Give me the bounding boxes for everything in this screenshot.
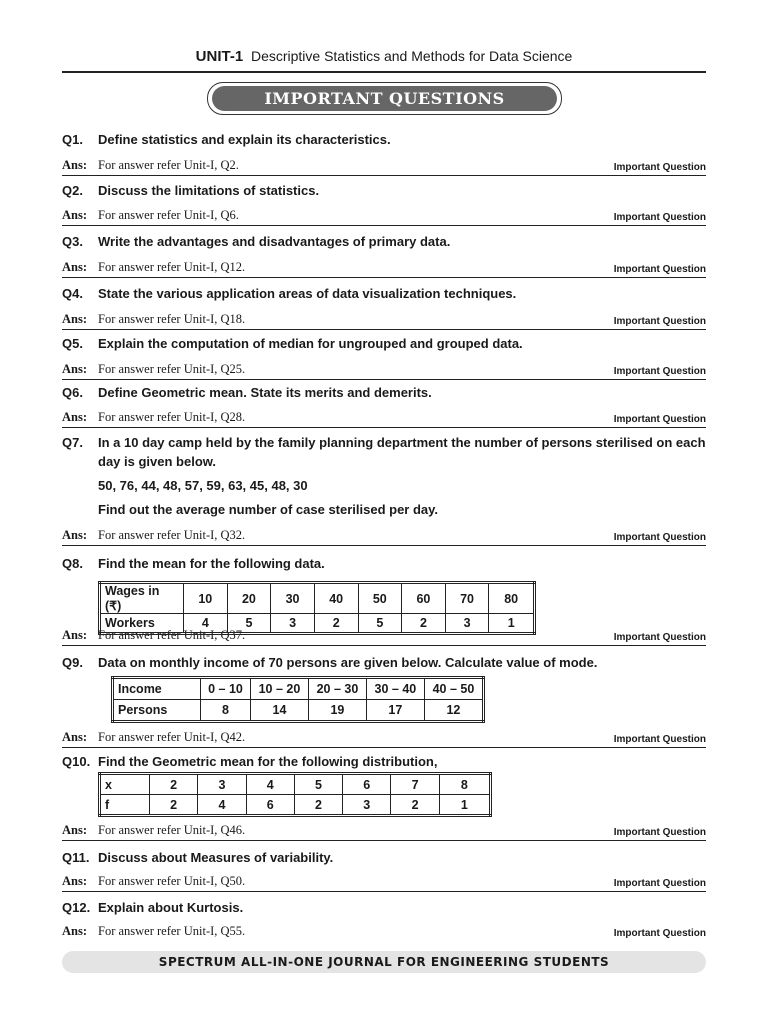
answer-reference: For answer refer Unit-I, Q25. bbox=[98, 362, 246, 376]
table-cell: 2 bbox=[314, 614, 358, 634]
table-cell: Workers bbox=[100, 614, 184, 634]
question-11 bbox=[62, 848, 706, 874]
important-tag: Important Question bbox=[613, 414, 706, 425]
table-row bbox=[100, 583, 535, 614]
table-cell: 3 bbox=[445, 614, 489, 634]
important-tag: Important Question bbox=[613, 632, 706, 643]
table-row bbox=[113, 678, 484, 700]
answer-reference: For answer refer Unit-I, Q37. bbox=[98, 628, 246, 642]
question-2 bbox=[62, 181, 706, 208]
answer-reference: For answer refer Unit-I, Q46. bbox=[98, 823, 246, 837]
answer-reference: For answer refer Unit-I, Q50. bbox=[98, 874, 246, 888]
answer-label: Ans: bbox=[62, 158, 88, 172]
answer-label: Ans: bbox=[62, 362, 88, 376]
unit-label: UNIT-1 bbox=[195, 48, 244, 65]
table-cell: 20 bbox=[227, 583, 271, 614]
answer-line-7 bbox=[62, 528, 706, 546]
question-block-12 bbox=[62, 898, 706, 941]
answer-reference: For answer refer Unit-I, Q6. bbox=[98, 208, 239, 222]
subject-title: Descriptive Statistics and Methods for Data Science bbox=[250, 48, 573, 64]
answer-reference: For answer refer Unit-I, Q2. bbox=[98, 158, 239, 172]
table-cell: 6 bbox=[246, 795, 294, 816]
table-cell: 50 bbox=[358, 583, 402, 614]
answer-reference: For answer refer Unit-I, Q55. bbox=[98, 924, 246, 938]
question-block-3 bbox=[62, 232, 706, 278]
table-cell: 5 bbox=[227, 614, 271, 634]
question-block-7 bbox=[62, 433, 706, 546]
table-cell: 0 – 10 bbox=[201, 678, 251, 700]
table-cell: 40 bbox=[314, 583, 358, 614]
question-1 bbox=[62, 130, 706, 158]
question-6 bbox=[62, 383, 706, 410]
running-header bbox=[62, 48, 706, 70]
question-block-5 bbox=[62, 334, 706, 380]
answer-line-11 bbox=[62, 874, 706, 892]
answer-reference: For answer refer Unit-I, Q42. bbox=[98, 730, 246, 744]
table-cell: 40 – 50 bbox=[424, 678, 483, 700]
question-text: In a 10 day camp held by the family planning department the number of persons sterilised on each day is given below. bbox=[98, 435, 706, 469]
question-number: Q2. bbox=[62, 183, 83, 198]
table-row bbox=[100, 795, 491, 816]
question-number: Q12. bbox=[62, 900, 91, 915]
answer-line-4 bbox=[62, 312, 706, 330]
important-tag: Important Question bbox=[613, 827, 706, 838]
important-tag: Important Question bbox=[613, 366, 706, 377]
question-text: Explain the computation of median for ungrouped and grouped data. bbox=[98, 336, 523, 351]
question-number: Q11. bbox=[62, 850, 90, 865]
important-tag: Important Question bbox=[613, 264, 706, 275]
important-tag: Important Question bbox=[613, 532, 706, 543]
answer-line-1 bbox=[62, 158, 706, 176]
banner-title: IMPORTANT QUESTIONS bbox=[212, 86, 557, 111]
table-cell: 2 bbox=[402, 614, 446, 634]
question-number: Q7. bbox=[62, 435, 83, 450]
question-text: Write the advantages and disadvantages of primary data. bbox=[98, 234, 451, 249]
question-text: Define Geometric mean. State its merits and demerits. bbox=[98, 385, 432, 400]
table-cell: Persons bbox=[113, 700, 201, 722]
table-cell: 30 bbox=[271, 583, 315, 614]
important-tag: Important Question bbox=[613, 316, 706, 327]
table-cell: 17 bbox=[366, 700, 424, 722]
question-text: State the various application areas of data visualization techniques. bbox=[98, 286, 517, 301]
table-cell: 20 – 30 bbox=[308, 678, 366, 700]
table-cell: 3 bbox=[271, 614, 315, 634]
table-cell: 4 bbox=[184, 614, 228, 634]
question-text: Find the Geometric mean for the following distribution, bbox=[98, 754, 438, 769]
table-row bbox=[100, 774, 491, 795]
table-cell: 1 bbox=[489, 614, 535, 634]
table-cell: 3 bbox=[198, 774, 246, 795]
important-tag: Important Question bbox=[613, 162, 706, 173]
question-number: Q3. bbox=[62, 234, 83, 249]
answer-reference: For answer refer Unit-I, Q28. bbox=[98, 410, 246, 424]
table-cell: x bbox=[100, 774, 150, 795]
answer-reference: For answer refer Unit-I, Q12. bbox=[98, 260, 246, 274]
table-cell: Wages in (₹) bbox=[100, 583, 184, 614]
table-cell: 2 bbox=[150, 795, 198, 816]
important-tag: Important Question bbox=[613, 878, 706, 889]
answer-label: Ans: bbox=[62, 628, 88, 642]
question-text: Discuss about Measures of variability. bbox=[98, 850, 334, 865]
answer-line-5 bbox=[62, 362, 706, 380]
answer-line-9 bbox=[62, 730, 706, 748]
question-text: Explain about Kurtosis. bbox=[98, 900, 244, 915]
table-cell: 10 – 20 bbox=[251, 678, 309, 700]
table-cell: 2 bbox=[150, 774, 198, 795]
answer-label: Ans: bbox=[62, 823, 88, 837]
answer-line-12 bbox=[62, 924, 706, 941]
question-text: Discuss the limitations of statistics. bbox=[98, 183, 320, 198]
table-cell: 10 bbox=[184, 583, 228, 614]
question-12 bbox=[62, 898, 706, 924]
question-number: Q4. bbox=[62, 286, 83, 301]
answer-label: Ans: bbox=[62, 730, 88, 744]
table-cell: 12 bbox=[424, 700, 483, 722]
table-cell: 70 bbox=[445, 583, 489, 614]
answer-label: Ans: bbox=[62, 924, 88, 938]
question-number: Q10. bbox=[62, 754, 91, 769]
question-number: Q8. bbox=[62, 556, 83, 571]
question-block-2 bbox=[62, 181, 706, 226]
question-block-11 bbox=[62, 848, 706, 892]
table-cell: 4 bbox=[198, 795, 246, 816]
footer-banner: SPECTRUM ALL-IN-ONE JOURNAL FOR ENGINEERING STUDENTS bbox=[62, 951, 706, 973]
question-instruction: Find out the average number of case sterilised per day. bbox=[98, 502, 439, 517]
answer-reference: For answer refer Unit-I, Q18. bbox=[98, 312, 246, 326]
question-3 bbox=[62, 232, 706, 260]
table-cell: 7 bbox=[391, 774, 439, 795]
question-5 bbox=[62, 334, 706, 362]
table-cell: 1 bbox=[439, 795, 490, 816]
table-cell: 2 bbox=[294, 795, 342, 816]
answer-label: Ans: bbox=[62, 260, 88, 274]
question-text: Find the mean for the following data. bbox=[98, 556, 325, 571]
question-number: Q1. bbox=[62, 132, 83, 147]
answer-label: Ans: bbox=[62, 874, 88, 888]
question-4 bbox=[62, 284, 706, 312]
question-number: Q6. bbox=[62, 385, 83, 400]
answer-line-6 bbox=[62, 410, 706, 428]
question-text: Define statistics and explain its characteristics. bbox=[98, 132, 391, 147]
answer-reference: For answer refer Unit-I, Q32. bbox=[98, 528, 246, 542]
important-tag: Important Question bbox=[613, 928, 706, 939]
question-7 bbox=[62, 433, 706, 471]
table-cell: 30 – 40 bbox=[366, 678, 424, 700]
question-text: Data on monthly income of 70 persons are given below. Calculate value of mode. bbox=[98, 655, 598, 670]
answer-line-10 bbox=[62, 823, 706, 841]
important-tag: Important Question bbox=[613, 734, 706, 745]
answer-label: Ans: bbox=[62, 528, 88, 542]
table-cell: 5 bbox=[358, 614, 402, 634]
question-number: Q5. bbox=[62, 336, 83, 351]
data-series-line: 50, 76, 44, 48, 57, 59, 63, 45, 48, 30 bbox=[98, 478, 308, 493]
wages-table bbox=[98, 581, 536, 635]
important-tag: Important Question bbox=[613, 212, 706, 223]
question-block-4 bbox=[62, 284, 706, 330]
table-cell: 8 bbox=[201, 700, 251, 722]
distribution-table bbox=[98, 772, 492, 817]
question-block-6 bbox=[62, 383, 706, 428]
answer-label: Ans: bbox=[62, 312, 88, 326]
table-cell: 80 bbox=[489, 583, 535, 614]
table-cell: 6 bbox=[343, 774, 391, 795]
header-rule bbox=[62, 71, 706, 73]
table-cell: 2 bbox=[391, 795, 439, 816]
answer-line-2 bbox=[62, 208, 706, 226]
table-cell: Income bbox=[113, 678, 201, 700]
table-cell: 19 bbox=[308, 700, 366, 722]
table-cell: 4 bbox=[246, 774, 294, 795]
table-row bbox=[100, 614, 535, 634]
table-cell: 60 bbox=[402, 583, 446, 614]
income-table bbox=[111, 676, 485, 723]
table-cell: 5 bbox=[294, 774, 342, 795]
answer-label: Ans: bbox=[62, 410, 88, 424]
table-row bbox=[113, 700, 484, 722]
question-block-1 bbox=[62, 130, 706, 176]
table-cell: 8 bbox=[439, 774, 490, 795]
answer-line-3 bbox=[62, 260, 706, 278]
section-banner bbox=[207, 82, 562, 115]
table-cell: 3 bbox=[343, 795, 391, 816]
answer-label: Ans: bbox=[62, 208, 88, 222]
question-number: Q9. bbox=[62, 655, 83, 670]
table-cell: f bbox=[100, 795, 150, 816]
table-cell: 14 bbox=[251, 700, 309, 722]
